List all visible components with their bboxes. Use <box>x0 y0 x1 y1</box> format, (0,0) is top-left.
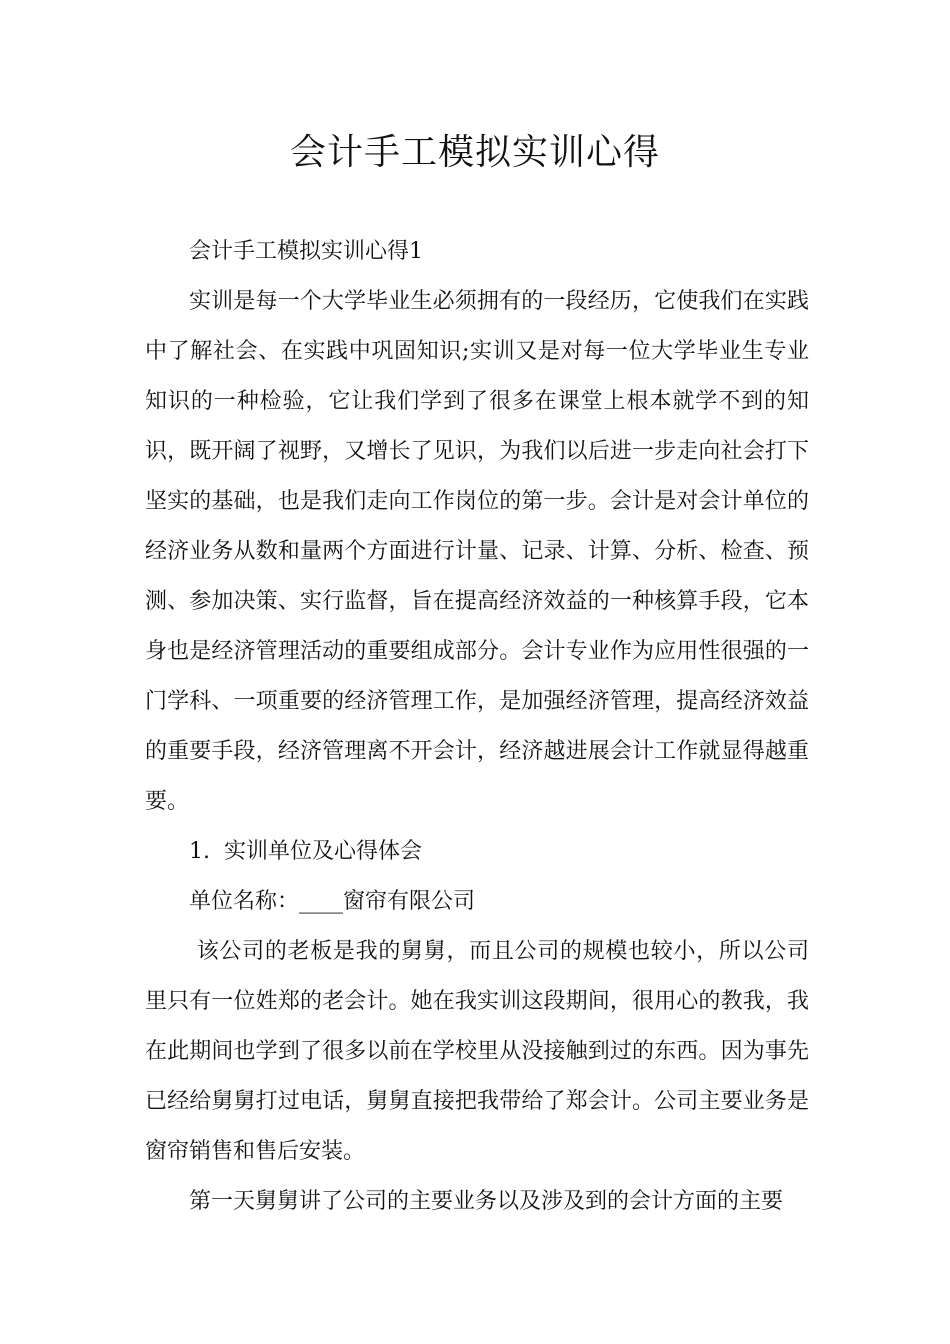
document-body <box>145 227 809 1227</box>
subtitle: 会计手工模拟实训心得1 <box>189 239 423 264</box>
unit-name-line: 单位名称：____窗帘有限公司 <box>189 889 476 914</box>
section-heading: 1. 实训单位及心得体会 <box>189 839 422 864</box>
paragraph-first-day: 第一天舅舅讲了公司的主要业务以及涉及到的会计方面的主要 <box>189 1189 784 1214</box>
paragraph-company: 该公司的老板是我的舅舅，而且公司的规模也较小，所以公司里只有一位姓郑的老会计。她在我实训这段期间，很用心的教我，我在此期间也学到了很多以前在学校里从没接触到过的东西。因为事先已经给舅舅打过电话，舅舅直接把我带给了郑会计。公司主要业务是窗帘销售和售后安装。 <box>145 939 809 1164</box>
paragraph-intro: 实训是每一个大学毕业生必须拥有的一段经历，它使我们在实践中了解社会、在实践中巩固知识;实训又是对每一位大学毕业生专业知识的一种检验，它让我们学到了很多在课堂上根本就学不到的知识，既开阔了视野，又增长了见识，为我们以后进一步走向社会打下坚实的基础，也是我们走向工作岗位的第一步。会计是对会计单位的经济业务从数和量两个方面进行计量、记录、计算、分析、检查、预测、参加决策、实行监督，旨在提高经济效益的一种核算手段，它本身也是经济管理活动的重要组成部分。会计专业作为应用性很强的一门学科、一项重要的经济管理工作，是加强经济管理，提高经济效益的重要手段，经济管理离不开会计，经济越进展会计工作就显得越重要。 <box>145 289 809 814</box>
document-title: 会计手工模拟实训心得 <box>289 132 660 173</box>
